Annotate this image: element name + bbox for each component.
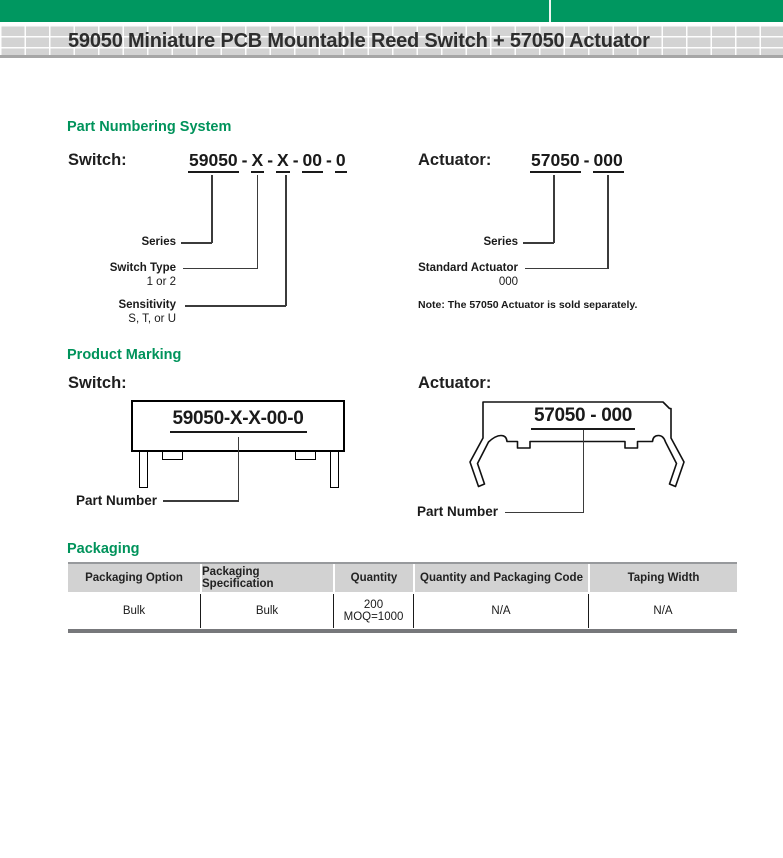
callout-line [553,175,555,243]
packaging-table-data-row [68,594,737,628]
cell-packaging-specification: Bulk [200,594,333,628]
actuator-code-standard: 000 [593,150,624,173]
table-bottom-rule [68,629,737,633]
switch-label: Switch: [68,151,127,169]
actuator-note: Note: The 57050 Actuator is sold separately. [418,299,638,311]
switch-marking-text: 59050-X-X-00-0 [131,408,345,430]
cell-quantity: 200 MOQ=1000 [333,594,413,628]
column-header-packaging-specification: Packaging Specification [200,564,333,592]
callout-line [505,512,583,514]
switch-code-0: 0 [335,150,347,173]
callout-line [525,268,608,270]
callout-line [285,175,287,306]
switch-part-number-label: Part Number [75,493,157,508]
column-header-quantity: Quantity [333,564,413,592]
callout-switch-type-label: Switch Type [109,261,176,274]
callout-line [181,242,212,244]
callout-series-label: Series [141,236,176,248]
column-header-taping-width: Taping Width [588,564,737,592]
callout-standard-actuator-value: 000 [498,275,518,288]
callout-line [257,175,259,269]
callout-sensitivity-label: Sensitivity [118,299,176,311]
header-green-bar [0,0,783,22]
section-heading-product-marking: Product Marking [67,347,182,363]
header-bar-divider [549,0,551,22]
actuator-code-series: 57050 [530,150,581,173]
packaging-table [68,562,737,633]
column-header-quantity-packaging-code: Quantity and Packaging Code [413,564,588,592]
column-header-packaging-option: Packaging Option [68,564,200,592]
switch-code-type: X [251,150,265,173]
callout-line [211,175,213,243]
page-title: 59050 Miniature PCB Mountable Reed Switch + 57050 Actuator [68,30,650,52]
callout-line [163,500,239,502]
callout-sensitivity-value: S, T, or U [128,313,176,325]
switch-drawing-leg [330,452,339,488]
switch-drawing-tab [295,452,316,460]
cell-taping-width: N/A [588,594,737,628]
actuator-part-number-label: Part Number [416,504,498,519]
actuator-part-number: 57050 - 000 [530,150,624,171]
switch-drawing-tab [162,452,183,460]
callout-line [238,437,240,501]
cell-quantity-packaging-code: N/A [413,594,588,628]
callout-line [583,430,585,513]
callout-line [523,242,554,244]
packaging-table-header-row [68,562,737,592]
marking-actuator-label: Actuator: [418,374,492,392]
switch-code-series: 59050 [188,150,239,173]
section-heading-part-numbering: Part Numbering System [67,119,232,135]
actuator-marking-text: 57050 - 000 [489,405,677,427]
marking-switch-label: Switch: [68,374,127,392]
actuator-label: Actuator: [418,151,492,169]
callout-actuator-series-label: Series [483,236,518,248]
section-heading-packaging: Packaging [67,541,140,557]
callout-line [185,305,286,307]
callout-switch-type-value: 1 or 2 [146,275,176,288]
switch-drawing-leg [139,452,148,488]
switch-part-number: 59050 - X - X - 00 - 0 [188,150,347,171]
switch-code-sensitivity: X [276,150,290,173]
cell-packaging-option: Bulk [68,594,200,628]
switch-code-00: 00 [302,150,323,173]
callout-line [183,268,258,270]
callout-line [607,175,609,269]
callout-standard-actuator-label: Standard Actuator [418,261,518,274]
